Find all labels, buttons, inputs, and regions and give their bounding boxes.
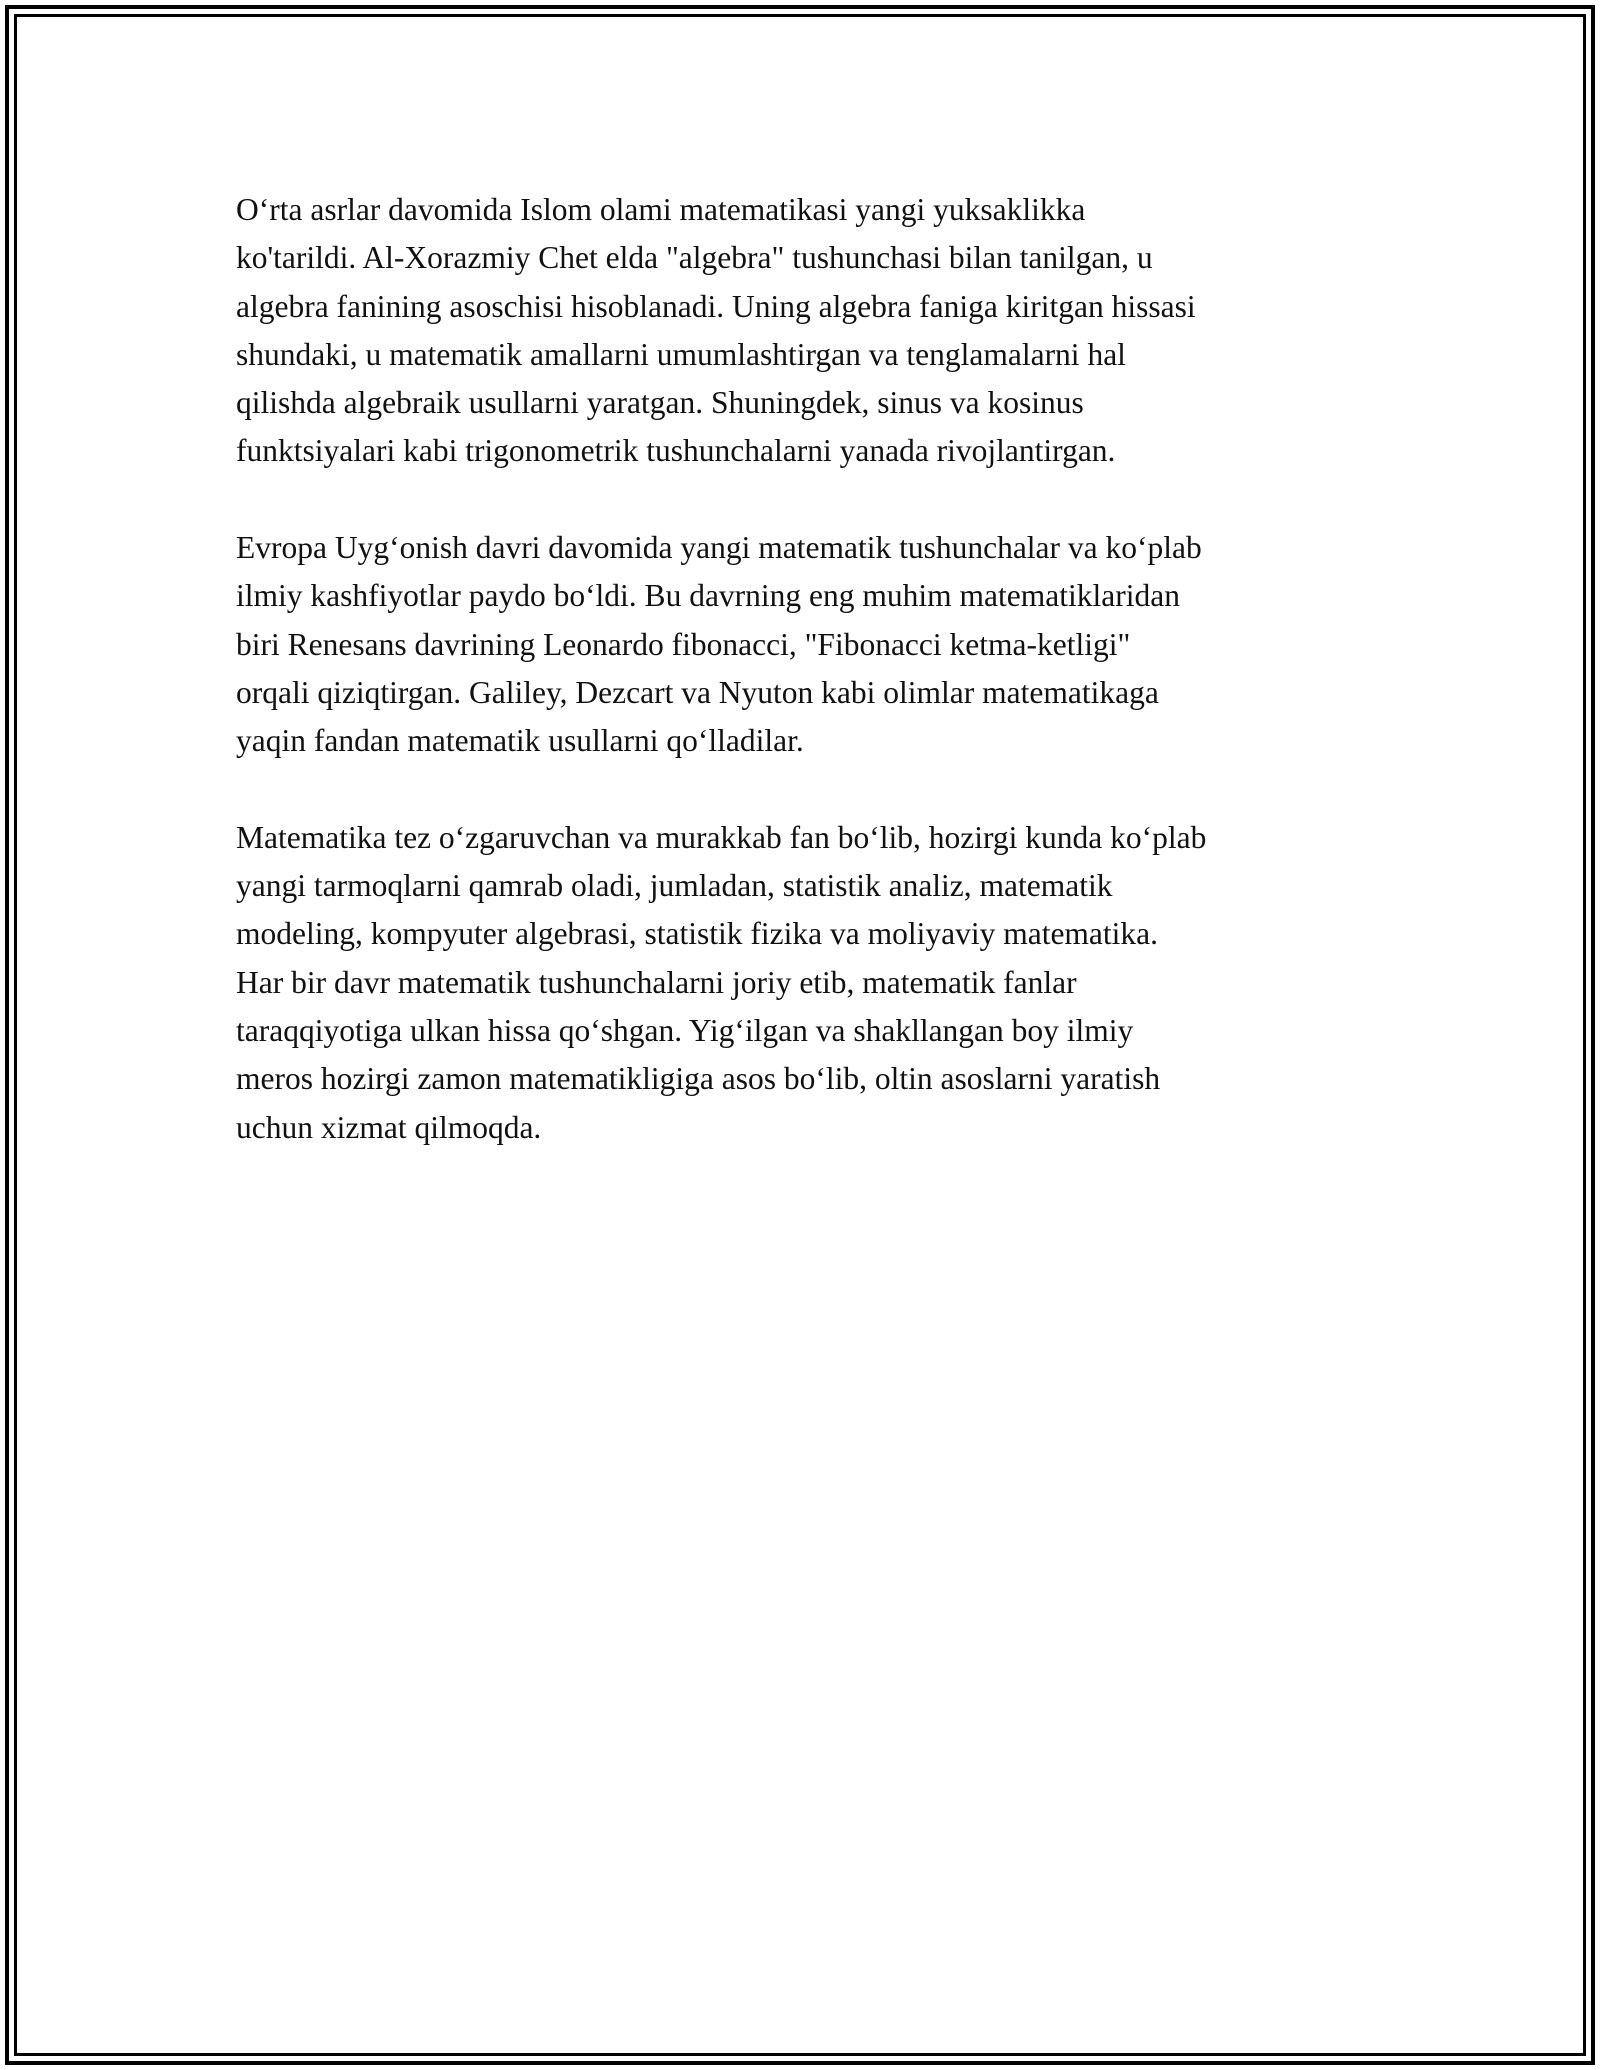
text-line: uchun xizmat qilmoqda. xyxy=(236,1109,542,1145)
text-line: taraqqiyotiga ulkan hissa qo‘shgan. Yig‘ilgan va shakllangan boy ilmiy xyxy=(236,1013,1134,1049)
paragraph-1 xyxy=(236,186,1396,476)
paragraph-3 xyxy=(236,814,1396,1152)
text-line: modeling, kompyuter algebrasi, statistik fizika va moliyaviy matematika. xyxy=(236,916,1159,952)
text-line: funktsiyalari kabi trigonometrik tushunchalarni yanada rivojlantirgan. xyxy=(236,433,1116,469)
text-line: yaqin fandan matematik usullarni qo‘lladilar. xyxy=(236,723,804,759)
text-line: Har bir davr matematik tushunchalarni joriy etib, matematik fanlar xyxy=(236,964,1077,1000)
text-line: orqali qiziqtirgan. Galiley, Dezcart va Nyuton kabi olimlar matematikaga xyxy=(236,674,1159,710)
text-line: ilmiy kashfiyotlar paydo bo‘ldi. Bu davrning eng muhim matematiklaridan xyxy=(236,578,1180,614)
text-line: Matematika tez o‘zgaruvchan va murakkab fan bo‘lib, hozirgi kunda ko‘plab xyxy=(236,819,1207,855)
text-line: biri Renesans davrining Leonardo fibonacci, "Fibonacci ketma-ketligi" xyxy=(236,626,1131,662)
text-line: algebra fanining asoschisi hisoblanadi. Uning algebra faniga kiritgan hissasi xyxy=(236,288,1196,324)
text-line: Evropa Uyg‘onish davri davomida yangi matematik tushunchalar va ko‘plab xyxy=(236,530,1202,566)
text-line: shundaki, u matematik amallarni umumlashtirgan va tenglamalarni hal xyxy=(236,336,1126,372)
document-body xyxy=(236,186,1396,1152)
text-line: O‘rta asrlar davomida Islom olami matematikasi yangi yuksaklikka xyxy=(236,192,1086,227)
text-line: meros hozirgi zamon matematikligiga asos bo‘lib, oltin asoslarni yaratish xyxy=(236,1061,1161,1097)
text-line: yangi tarmoqlarni qamrab oladi, jumladan, statistik analiz, matematik xyxy=(236,868,1113,904)
text-line: qilishda algebraik usullarni yaratgan. Shuningdek, sinus va kosinus xyxy=(236,385,1084,421)
text-line: ko'tarildi. Al-Xorazmiy Chet elda "algebra" tushunchasi bilan tanilgan, u xyxy=(236,240,1153,276)
paragraph-2 xyxy=(236,524,1396,765)
